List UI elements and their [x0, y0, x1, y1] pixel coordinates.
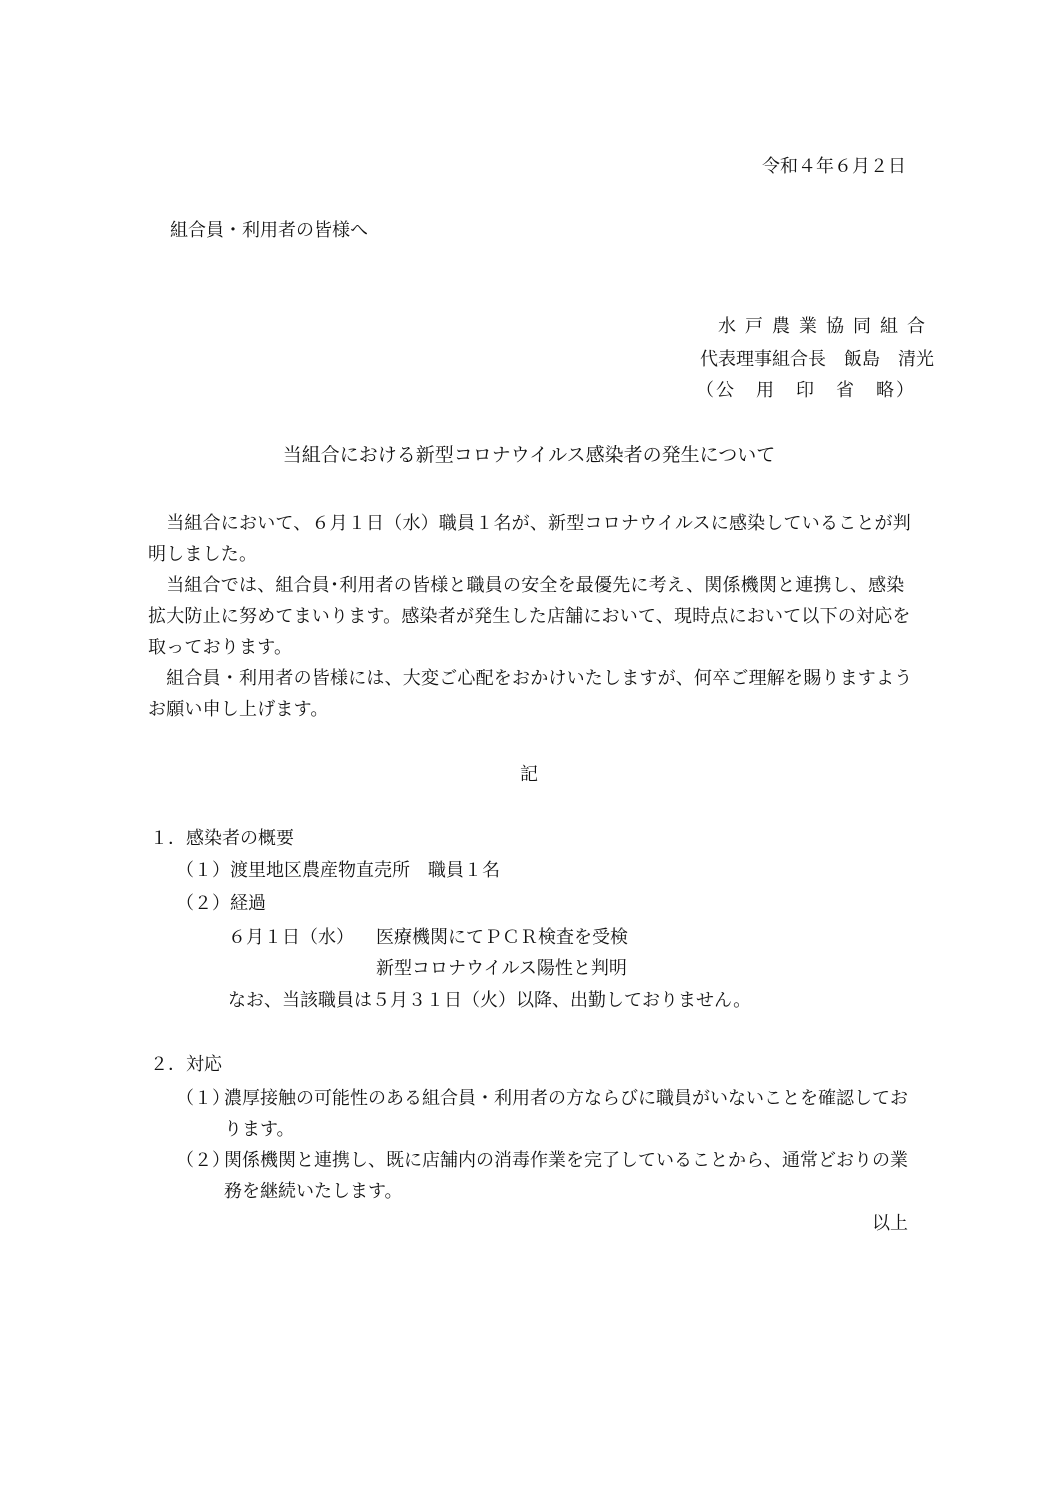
document-date: 令和４年６月２日 — [762, 156, 906, 177]
body-paragraph: 当組合において、６月１日（水）職員１名が、新型コロナウイルスに感染していることが判明しました。 — [148, 513, 911, 565]
body-text — [148, 508, 918, 725]
organization-name: 水戸農業協同組合 — [718, 316, 934, 337]
list-item-text: 濃厚接触の可能性のある組合員・利用者の方ならびに職員がいないことを確認しております。 — [224, 1088, 908, 1140]
section1-item1: （１）渡里地区農産物直売所 職員１名 — [176, 860, 500, 881]
addressee: 組合員・利用者の皆様へ — [170, 220, 368, 241]
list-item-number: （２） — [176, 1150, 230, 1171]
representative-name: 代表理事組合長 飯島 清光 — [700, 349, 934, 370]
section1-item2: （２）経過 — [176, 893, 266, 914]
ki-heading: 記 — [520, 764, 538, 785]
list-item — [176, 1145, 916, 1207]
timeline-note: なお、当該職員は５月３１日（火）以降、出勤しておりません。 — [228, 990, 752, 1011]
list-item — [176, 1083, 916, 1145]
body-paragraph: 当組合では、組合員･利用者の皆様と職員の安全を最優先に考え、関係機関と連携し、感染拡大防止に努めてまいります。感染者が発生した店舗において、現時点において以下の対応を取っております。 — [148, 575, 911, 658]
closing-mark: 以上 — [872, 1213, 908, 1234]
section2-list — [176, 1083, 916, 1207]
body-paragraph: 組合員・利用者の皆様には、大変ご心配をおかけいたしますが、何卒ご理解を賜りますようお願い申し上げます。 — [148, 668, 913, 720]
seal-note: （公 用 印 省 略） — [696, 380, 916, 401]
section2-heading: ２．対応 — [150, 1054, 222, 1075]
timeline-event: 医療機関にてＰＣＲ検査を受検 — [376, 927, 628, 948]
list-item-number: （１） — [176, 1088, 230, 1109]
timeline-date: ６月１日（水） — [228, 927, 354, 948]
document-title: 当組合における新型コロナウイルス感染者の発生について — [282, 444, 776, 466]
section1-heading: １．感染者の概要 — [150, 828, 294, 849]
list-item-text: 関係機関と連携し、既に店舗内の消毒作業を完了していることから、通常どおりの業務を継続いたします。 — [224, 1150, 908, 1202]
timeline-event: 新型コロナウイルス陽性と判明 — [376, 958, 627, 979]
